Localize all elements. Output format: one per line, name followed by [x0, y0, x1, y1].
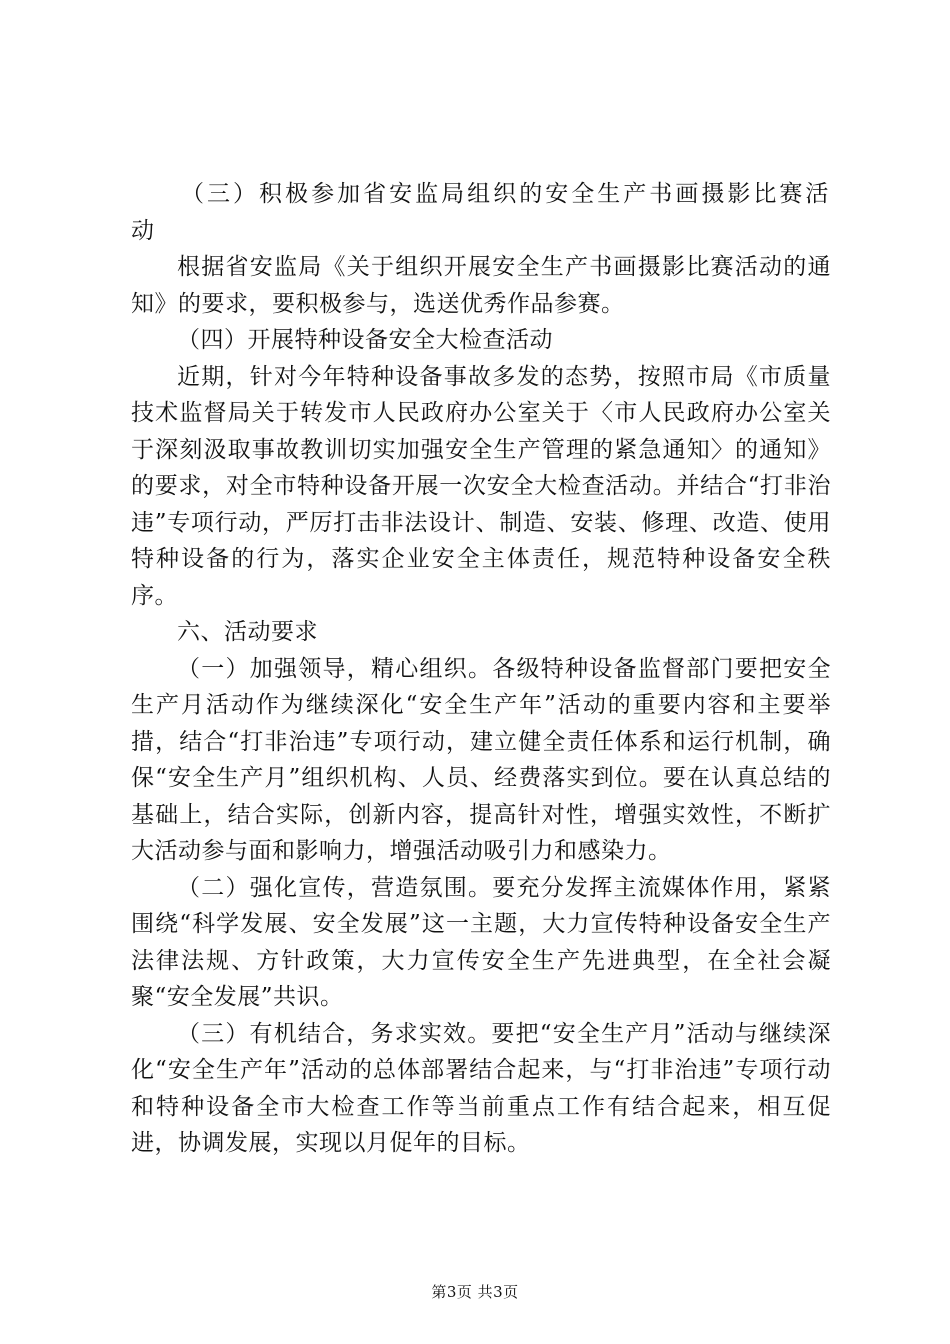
paragraph-requirement-1-leadership: （一）加强领导，精心组织。各级特种设备监督部门要把安全生产月活动作为继续深化“安全生产年”活动的重要内容和主要举措，结合“打非治违”专项行动，建立健全责任体系和运行机制，确保“安全生产月”组织机构、人员、经费落实到位。要在认真总结的基础上，结合实际，创新内容，提高针对性，增强实效性，不断扩大活动参与面和影响力，增强活动吸引力和感染力。 — [131, 655, 831, 864]
paragraph-requirement-3-integration: （三）有机结合，务求实效。要把“安全生产月”活动与继续深化“安全生产年”活动的总体部署结合起来，与“打非治违”专项行动和特种设备全市大检查工作等当前重点工作有结合起来，相互促进，协调发展，实现以月促年的目标。 — [131, 1020, 831, 1156]
paragraph-requirement-2-publicity: （二）强化宣传，营造氛围。要充分发挥主流媒体作用，紧紧围绕“科学发展、安全发展”这一主题，大力宣传特种设备安全生产法律法规、方针政策，大力宣传安全生产先进典型，在全社会凝聚“安全发展”共识。 — [131, 874, 831, 1010]
section-heading-6-activity-requirements: 六、活动要求 — [177, 619, 318, 645]
section-heading-3-painting-photography-contest: （三）积极参加省安监局组织的安全生产书画摄影比赛活动 — [131, 181, 831, 244]
section-heading-4-equipment-inspection: （四）开展特种设备安全大检查活动 — [177, 327, 553, 353]
paragraph-contest-notice: 根据省安监局《关于组织开展安全生产书画摄影比赛活动的通知》的要求，要积极参与，选送优秀作品参赛。 — [131, 254, 831, 317]
page-number-footer: 第3页 共3页 — [431, 1283, 519, 1301]
paragraph-equipment-inspection: 近期，针对今年特种设备事故多发的态势，按照市局《市质量技术监督局关于转发市人民政府办公室关于〈市人民政府办公室关于深刻汲取事故教训切实加强安全生产管理的紧急通知〉的通知》的要求，对全市特种设备开展一次安全大检查活动。并结合“打非治违”专项行动，严厉打击非法设计、制造、安装、修理、改造、使用特种设备的行为，落实企业安全主体责任，规范特种设备安全秩序。 — [131, 363, 831, 609]
document-body — [131, 176, 831, 1162]
